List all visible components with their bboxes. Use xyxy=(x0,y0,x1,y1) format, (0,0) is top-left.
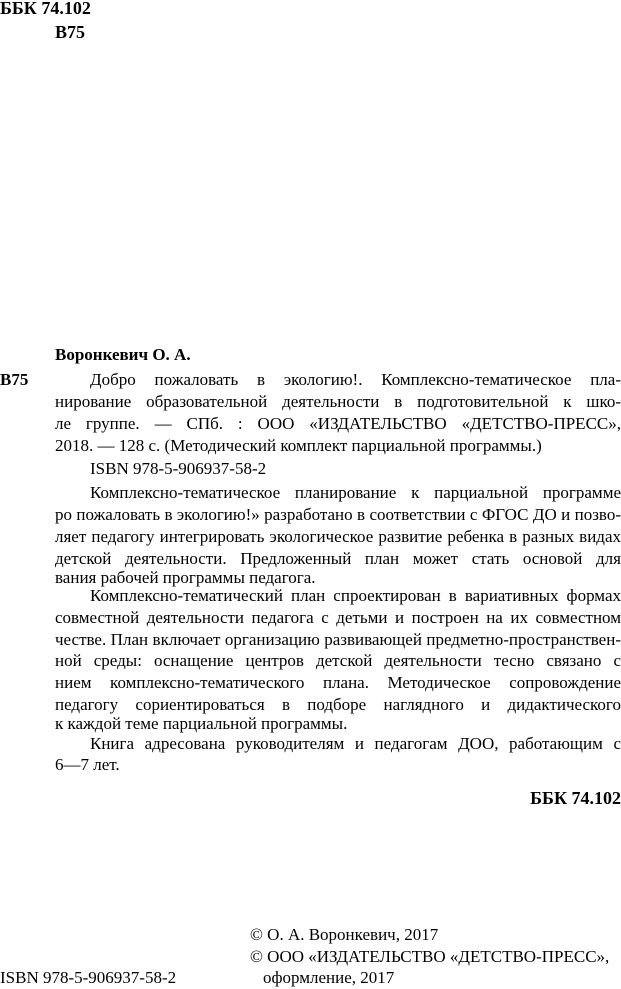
text-line: педагогу сориентироваться в подборе наглядного и дидактического xyxy=(55,695,621,714)
text-line: нием комплексно-тематического плана. Методическое сопровождение xyxy=(55,673,621,692)
copyright-design: оформление, 2017 xyxy=(263,968,395,987)
bbk-header: ББК 74.102 xyxy=(0,0,91,18)
text-line: Добро пожаловать в экологию!. Комплексно-тематическое пла- xyxy=(90,370,621,389)
text-line: ле группе. — СПб. : ООО «ИЗДАТЕЛЬСТВО «ДЕТСТВО-ПРЕСС», xyxy=(55,414,621,433)
text-line: ляет педагогу интегрировать экологическое развитие ребенка в разных видах xyxy=(55,527,621,546)
isbn: ISBN 978-5-906937-58-2 xyxy=(90,459,267,478)
text-line: ной среды: оснащение центров детской деятельности тесно связано с xyxy=(55,651,621,670)
text-line: детской деятельности. Предложенный план может стать основой для xyxy=(55,549,621,568)
text-line: нирование образовательной деятельности в подготовительной к шко- xyxy=(55,392,621,411)
copyright-author: © О. А. Воронкевич, 2017 xyxy=(250,925,439,944)
text-line: ро пожаловать в экологию!» разработано в соответствии с ФГОС ДО и позво- xyxy=(55,505,621,524)
author-code-header: В75 xyxy=(55,22,86,42)
bbk-footer: ББК 74.102 xyxy=(530,788,621,808)
text-line: вания рабочей программы педагога. xyxy=(55,568,316,587)
copyright-publisher: © ООО «ИЗДАТЕЛЬСТВО «ДЕТСТВО-ПРЕСС», xyxy=(250,947,610,966)
text-line: 2018. — 128 с. (Методический комплект парциальной программы.) xyxy=(55,436,542,455)
text-line: 6—7 лет. xyxy=(55,755,120,774)
text-line: совместной деятельности педагога с детьми и построен на их совместном xyxy=(55,608,621,627)
text-line: Книга адресована руководителям и педагогам ДОО, работающим с xyxy=(90,734,621,753)
author-name: Воронкевич О. А. xyxy=(55,345,191,364)
text-line: Комплексно-тематический план спроектирован в вариативных формах xyxy=(90,586,621,605)
text-line: честве. План включает организацию развивающей предметно-пространствен- xyxy=(55,630,621,649)
side-code: В75 xyxy=(0,370,29,389)
text-line: Комплексно-тематическое планирование к парциальной программе xyxy=(90,483,621,502)
text-line: к каждой теме парциальной программы. xyxy=(55,714,348,733)
isbn-bottom: ISBN 978-5-906937-58-2 xyxy=(0,968,177,987)
